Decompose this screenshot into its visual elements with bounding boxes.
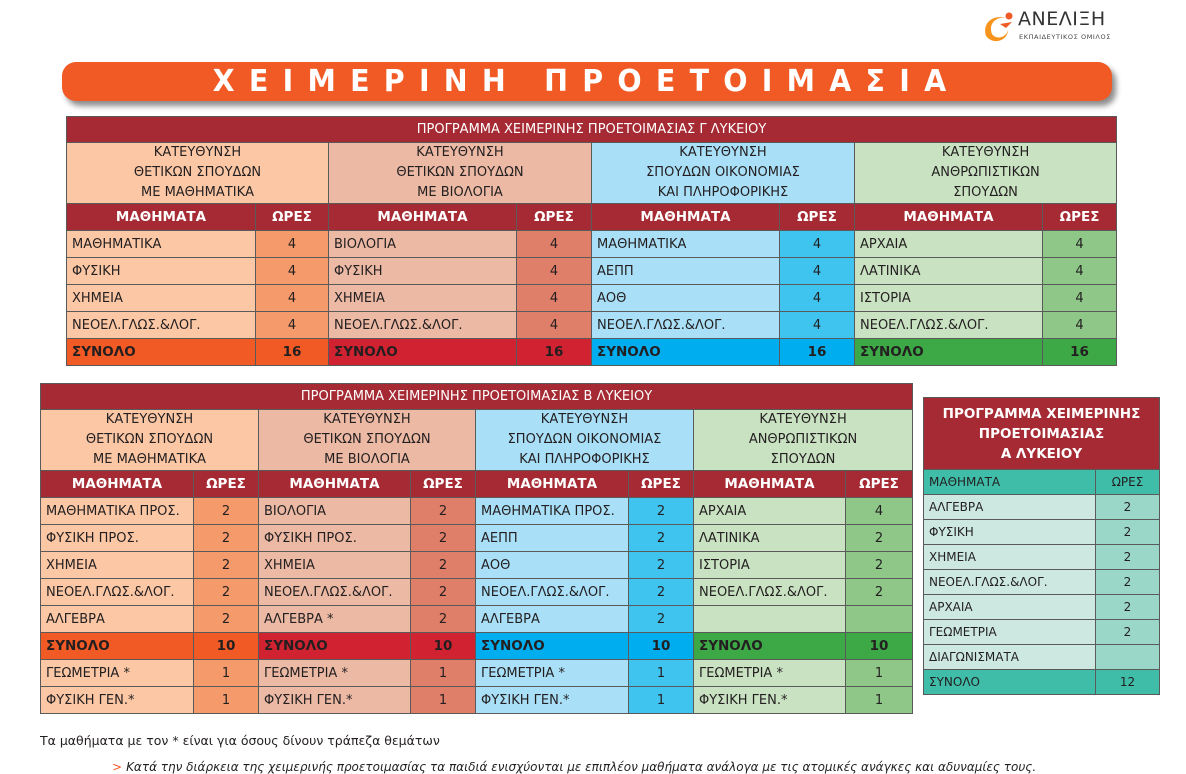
hours-cell: 4	[780, 231, 855, 258]
table-title: ΠΡΟΓΡΑΜΜΑ ΧΕΙΜΕΡΙΝΗΣ ΠΡΟΕΤΟΙΜΑΣΙΑΣ Β ΛΥΚΕΙΟΥ	[41, 384, 913, 410]
subject-cell: ΜΑΘΗΜΑΤΙΚΑ	[592, 231, 780, 258]
track-direction-line: ΚΑΤΕΥΘΥΝΣΗ	[540, 412, 629, 427]
table-title	[924, 398, 1160, 470]
subject-cell: ΑΟΘ	[476, 552, 629, 579]
subject-cell: ΛΑΤΙΝΙΚΑ	[855, 258, 1043, 285]
subject-cell: ΦΥΣΙΚΗ ΠΡΟΣ.	[41, 525, 194, 552]
subject-cell: ΑΛΓΕΒΡΑ	[924, 495, 1096, 520]
subject-cell: ΧΗΜΕΙΑ	[41, 552, 194, 579]
column-header-subjects: ΜΑΘΗΜΑΤΑ	[259, 471, 411, 498]
logo-name: ΑΝΕΛΙΞΗ	[1018, 8, 1106, 30]
track-direction-line: ΘΕΤΙΚΩΝ ΣΠΟΥΔΩΝ	[396, 165, 524, 180]
subject-cell: ΑΟΘ	[592, 285, 780, 312]
hours-cell: 1	[629, 687, 694, 714]
hours-cell: 1	[846, 660, 913, 687]
column-header-hours: ΩΡΕΣ	[629, 471, 694, 498]
subject-cell: ΙΣΤΟΡΙΑ	[694, 552, 846, 579]
column-header-subjects: ΜΑΘΗΜΑΤΑ	[592, 204, 780, 231]
table-row	[67, 258, 1117, 285]
hours-cell: 4	[780, 285, 855, 312]
table-title-line: ΠΡΟΕΤΟΙΜΑΣΙΑΣ	[978, 425, 1105, 442]
table-row	[924, 570, 1160, 595]
total-row	[41, 633, 913, 660]
direction-header-row	[67, 143, 1117, 204]
chevron-right-icon: >	[112, 760, 123, 774]
column-header-subjects: ΜΑΘΗΜΑΤΑ	[41, 471, 194, 498]
subject-cell: ΦΥΣΙΚΗ ΠΡΟΣ.	[259, 525, 411, 552]
track-direction	[67, 143, 329, 204]
total-hours: 10	[629, 633, 694, 660]
hours-cell: 2	[629, 606, 694, 633]
hours-cell: 4	[1043, 312, 1117, 339]
hours-cell: 4	[517, 285, 592, 312]
subject-cell: ΝΕΟΕΛ.ΓΛΩΣ.&ΛΟΓ.	[259, 579, 411, 606]
total-label: ΣΥΝΟΛΟ	[67, 339, 256, 366]
column-header-subjects: ΜΑΘΗΜΑΤΑ	[329, 204, 517, 231]
hours-cell: 2	[411, 606, 476, 633]
column-header-hours: ΩΡΕΣ	[780, 204, 855, 231]
track-direction-line: ΚΑΙ ΠΛΗΡΟΦΟΡΙΚΗΣ	[519, 452, 650, 467]
hours-cell: 4	[256, 285, 329, 312]
track-direction-line: ΣΠΟΥΔΩΝ ΟΙΚΟΝΟΜΙΑΣ	[507, 432, 662, 447]
subject-cell: ΑΡΧΑΙΑ	[855, 231, 1043, 258]
total-hours: 16	[517, 339, 592, 366]
track-direction-line: ΣΠΟΥΔΩΝ	[953, 185, 1018, 200]
hours-cell: 2	[629, 525, 694, 552]
table-row	[924, 595, 1160, 620]
hours-cell: 2	[194, 525, 259, 552]
info-note-text: Κατά την διάρκεια της χειμερινής προετοιμασίας τα παιδιά ενισχύονται με επιπλέον μαθήματα ανάλογα με τις ατομικές ανάγκες και αδυναμίες τους.	[126, 760, 1037, 774]
hours-cell: 2	[194, 579, 259, 606]
subject-cell: ΝΕΟΕΛ.ΓΛΩΣ.&ΛΟΓ.	[476, 579, 629, 606]
total-label: ΣΥΝΟΛΟ	[259, 633, 411, 660]
extra-row	[41, 660, 913, 687]
hours-cell: 1	[411, 660, 476, 687]
table-row	[41, 606, 913, 633]
hours-cell: 1	[411, 687, 476, 714]
subject-cell: ΦΥΣΙΚΗ ΓΕΝ.*	[694, 687, 846, 714]
track-direction-line: ΚΑΤΕΥΘΥΝΣΗ	[679, 145, 767, 160]
table-row	[41, 525, 913, 552]
table-row	[41, 498, 913, 525]
subject-cell: ΜΑΘΗΜΑΤΙΚΑ ΠΡΟΣ.	[41, 498, 194, 525]
hours-cell: 4	[1043, 258, 1117, 285]
track-direction-line: ΑΝΘΡΩΠΙΣΤΙΚΩΝ	[748, 432, 858, 447]
hours-cell: 4	[517, 312, 592, 339]
track-direction-line: ΣΠΟΥΔΩΝ ΟΙΚΟΝΟΜΙΑΣ	[646, 165, 800, 180]
page-title-banner	[62, 62, 1112, 101]
track-direction-line: ΚΑΙ ΠΛΗΡΟΦΟΡΙΚΗΣ	[657, 185, 789, 200]
hours-cell: 2	[194, 606, 259, 633]
total-label: ΣΥΝΟΛΟ	[592, 339, 780, 366]
logo-subtitle: ΕΚΠΑΙΔΕΥΤΙΚΟΣ ΟΜΙΛΟΣ	[1019, 33, 1111, 41]
subject-cell: ΝΕΟΕΛ.ΓΛΩΣ.&ΛΟΓ.	[67, 312, 256, 339]
track-direction-line: ΑΝΘΡΩΠΙΣΤΙΚΩΝ	[931, 165, 1040, 180]
grade-c-schedule-table	[66, 116, 1117, 366]
grade-a-schedule-table	[923, 397, 1160, 695]
column-header-subjects: ΜΑΘΗΜΑΤΑ	[924, 470, 1096, 495]
subject-cell: ΓΕΩΜΕΤΡΙΑ	[924, 620, 1096, 645]
total-label: ΣΥΝΟΛΟ	[855, 339, 1043, 366]
subject-cell: ΔΙΑΓΩΝΙΣΜΑΤΑ	[924, 645, 1096, 670]
table-row	[924, 645, 1160, 670]
direction-header-row	[41, 410, 913, 471]
hours-cell: 2	[1096, 545, 1160, 570]
total-row	[924, 670, 1160, 695]
total-label: ΣΥΝΟΛΟ	[476, 633, 629, 660]
hours-cell: 2	[411, 525, 476, 552]
brand-logo	[982, 8, 1132, 48]
table-row	[924, 520, 1160, 545]
hours-cell: 2	[411, 579, 476, 606]
track-direction-line: ΚΑΤΕΥΘΥΝΣΗ	[416, 145, 504, 160]
hours-cell: 2	[629, 498, 694, 525]
track-direction-line: ΣΠΟΥΔΩΝ	[770, 452, 836, 467]
column-header-subjects: ΜΑΘΗΜΑΤΑ	[476, 471, 629, 498]
info-note	[112, 760, 1036, 774]
subject-cell: ΑΛΓΕΒΡΑ	[41, 606, 194, 633]
subject-cell: ΒΙΟΛΟΓΙΑ	[259, 498, 411, 525]
subject-cell: ΧΗΜΕΙΑ	[329, 285, 517, 312]
track-direction	[41, 410, 259, 471]
total-label: ΣΥΝΟΛΟ	[329, 339, 517, 366]
subject-cell: ΛΑΤΙΝΙΚΑ	[694, 525, 846, 552]
table-row	[924, 545, 1160, 570]
subject-cell: ΓΕΩΜΕΤΡΙΑ *	[259, 660, 411, 687]
asterisk-note: Τα μαθήματα με τον * είναι για όσους δίνουν τράπεζα θεμάτων	[40, 733, 440, 748]
subject-cell: ΝΕΟΕΛ.ΓΛΩΣ.&ΛΟΓ.	[592, 312, 780, 339]
subject-cell: ΦΥΣΙΚΗ ΓΕΝ.*	[259, 687, 411, 714]
track-direction	[592, 143, 855, 204]
table-row	[41, 552, 913, 579]
track-direction-line: ΜΕ ΒΙΟΛΟΓΙΑ	[324, 452, 410, 467]
column-header-subjects: ΜΑΘΗΜΑΤΑ	[855, 204, 1043, 231]
subject-cell: ΙΣΤΟΡΙΑ	[855, 285, 1043, 312]
hours-cell: 4	[517, 231, 592, 258]
subject-cell: ΜΑΘΗΜΑΤΙΚΑ ΠΡΟΣ.	[476, 498, 629, 525]
track-direction	[855, 143, 1117, 204]
track-direction-line: ΜΕ ΜΑΘΗΜΑΤΙΚΑ	[93, 452, 206, 467]
subject-cell: ΑΡΧΑΙΑ	[694, 498, 846, 525]
column-header-subjects: ΜΑΘΗΜΑΤΑ	[67, 204, 256, 231]
table-title: ΠΡΟΓΡΑΜΜΑ ΧΕΙΜΕΡΙΝΗΣ ΠΡΟΕΤΟΙΜΑΣΙΑΣ Γ ΛΥΚΕΙΟΥ	[67, 117, 1117, 143]
hours-cell: 4	[1043, 231, 1117, 258]
total-label: ΣΥΝΟΛΟ	[924, 670, 1096, 695]
table-row	[924, 495, 1160, 520]
column-header-subjects: ΜΑΘΗΜΑΤΑ	[694, 471, 846, 498]
column-header-hours: ΩΡΕΣ	[1096, 470, 1160, 495]
table-row	[924, 620, 1160, 645]
track-direction-line: ΚΑΤΕΥΘΥΝΣΗ	[323, 412, 411, 427]
subject-cell: ΝΕΟΕΛ.ΓΛΩΣ.&ΛΟΓ.	[329, 312, 517, 339]
subject-cell: ΓΕΩΜΕΤΡΙΑ *	[476, 660, 629, 687]
track-direction	[329, 143, 592, 204]
hours-cell: 2	[846, 579, 913, 606]
hours-cell: 2	[411, 552, 476, 579]
subject-cell: ΝΕΟΕΛ.ΓΛΩΣ.&ΛΟΓ.	[855, 312, 1043, 339]
subject-cell: ΧΗΜΕΙΑ	[67, 285, 256, 312]
hours-cell: 1	[194, 687, 259, 714]
total-hours: 10	[846, 633, 913, 660]
total-hours: 16	[1043, 339, 1117, 366]
subject-cell: ΑΛΓΕΒΡΑ	[476, 606, 629, 633]
subject-cell	[694, 606, 846, 633]
total-hours: 16	[256, 339, 329, 366]
subject-cell: ΒΙΟΛΟΓΙΑ	[329, 231, 517, 258]
track-direction-line: ΜΕ ΒΙΟΛΟΓΙΑ	[417, 185, 503, 200]
total-hours: 10	[194, 633, 259, 660]
subject-cell: ΜΑΘΗΜΑΤΙΚΑ	[67, 231, 256, 258]
column-header-hours: ΩΡΕΣ	[846, 471, 913, 498]
total-row	[67, 339, 1117, 366]
table-title-line: Α ΛΥΚΕΙΟΥ	[1000, 445, 1083, 462]
track-direction-line: ΘΕΤΙΚΩΝ ΣΠΟΥΔΩΝ	[85, 432, 214, 447]
subject-cell: ΓΕΩΜΕΤΡΙΑ *	[694, 660, 846, 687]
subject-cell: ΦΥΣΙΚΗ	[924, 520, 1096, 545]
column-header-hours: ΩΡΕΣ	[411, 471, 476, 498]
subject-cell: ΑΕΠΠ	[476, 525, 629, 552]
hours-cell: 4	[780, 258, 855, 285]
track-direction-line: ΜΕ ΜΑΘΗΜΑΤΙΚΑ	[141, 185, 254, 200]
subject-cell: ΦΥΣΙΚΗ	[329, 258, 517, 285]
track-direction-line: ΘΕΤΙΚΩΝ ΣΠΟΥΔΩΝ	[303, 432, 431, 447]
hours-cell: 2	[1096, 620, 1160, 645]
hours-cell: 2	[629, 552, 694, 579]
subject-cell: ΝΕΟΕΛ.ΓΛΩΣ.&ΛΟΓ.	[694, 579, 846, 606]
subject-cell: ΦΥΣΙΚΗ	[67, 258, 256, 285]
subject-cell: ΧΗΜΕΙΑ	[259, 552, 411, 579]
runner-swoosh-icon	[982, 10, 1018, 44]
column-header-row	[41, 471, 913, 498]
subject-cell: ΦΥΣΙΚΗ ΓΕΝ.*	[41, 687, 194, 714]
track-direction-line: ΚΑΤΕΥΘΥΝΣΗ	[153, 145, 242, 160]
subject-cell: ΑΛΓΕΒΡΑ *	[259, 606, 411, 633]
hours-cell: 4	[256, 312, 329, 339]
subject-cell: ΝΕΟΕΛ.ΓΛΩΣ.&ΛΟΓ.	[41, 579, 194, 606]
total-hours: 12	[1096, 670, 1160, 695]
subject-cell: ΝΕΟΕΛ.ΓΛΩΣ.&ΛΟΓ.	[924, 570, 1096, 595]
total-hours: 16	[780, 339, 855, 366]
track-direction	[476, 410, 694, 471]
column-header-hours: ΩΡΕΣ	[194, 471, 259, 498]
hours-cell: 2	[194, 552, 259, 579]
track-direction-line: ΚΑΤΕΥΘΥΝΣΗ	[759, 412, 847, 427]
table-row	[41, 579, 913, 606]
hours-cell: 2	[1096, 570, 1160, 595]
hours-cell: 2	[629, 579, 694, 606]
hours-cell: 2	[194, 498, 259, 525]
hours-cell: 1	[846, 687, 913, 714]
grade-b-schedule-table	[40, 383, 913, 714]
page-title: ΧΕΙΜΕΡΙΝΗ ΠΡΟΕΤΟΙΜΑΣΙΑ	[213, 64, 961, 99]
track-direction	[259, 410, 476, 471]
subject-cell: ΦΥΣΙΚΗ ΓΕΝ.*	[476, 687, 629, 714]
hours-cell: 2	[411, 498, 476, 525]
total-hours: 10	[411, 633, 476, 660]
hours-cell: 4	[1043, 285, 1117, 312]
extra-row	[41, 687, 913, 714]
hours-cell: 4	[517, 258, 592, 285]
hours-cell: 4	[846, 498, 913, 525]
subject-cell: ΑΡΧΑΙΑ	[924, 595, 1096, 620]
hours-cell: 2	[1096, 520, 1160, 545]
table-row	[67, 285, 1117, 312]
subject-cell: ΑΕΠΠ	[592, 258, 780, 285]
hours-cell	[846, 606, 913, 633]
hours-cell: 4	[780, 312, 855, 339]
hours-cell: 4	[256, 231, 329, 258]
subject-cell: ΧΗΜΕΙΑ	[924, 545, 1096, 570]
column-header-hours: ΩΡΕΣ	[256, 204, 329, 231]
hours-cell: 2	[1096, 595, 1160, 620]
table-title-line: ΠΡΟΓΡΑΜΜΑ ΧΕΙΜΕΡΙΝΗΣ	[942, 405, 1141, 422]
hours-cell: 2	[1096, 495, 1160, 520]
hours-cell: 2	[846, 552, 913, 579]
track-direction-line: ΚΑΤΕΥΘΥΝΣΗ	[941, 145, 1030, 160]
column-header-hours: ΩΡΕΣ	[517, 204, 592, 231]
hours-cell: 1	[194, 660, 259, 687]
hours-cell	[1096, 645, 1160, 670]
hours-cell: 4	[256, 258, 329, 285]
hours-cell: 1	[629, 660, 694, 687]
table-row	[67, 312, 1117, 339]
hours-cell: 2	[846, 525, 913, 552]
column-header-hours: ΩΡΕΣ	[1043, 204, 1117, 231]
table-row	[67, 231, 1117, 258]
subject-cell: ΓΕΩΜΕΤΡΙΑ *	[41, 660, 194, 687]
track-direction-line: ΚΑΤΕΥΘΥΝΣΗ	[105, 412, 194, 427]
track-direction-line: ΘΕΤΙΚΩΝ ΣΠΟΥΔΩΝ	[133, 165, 262, 180]
column-header-row	[67, 204, 1117, 231]
total-label: ΣΥΝΟΛΟ	[41, 633, 194, 660]
track-direction	[694, 410, 913, 471]
total-label: ΣΥΝΟΛΟ	[694, 633, 846, 660]
